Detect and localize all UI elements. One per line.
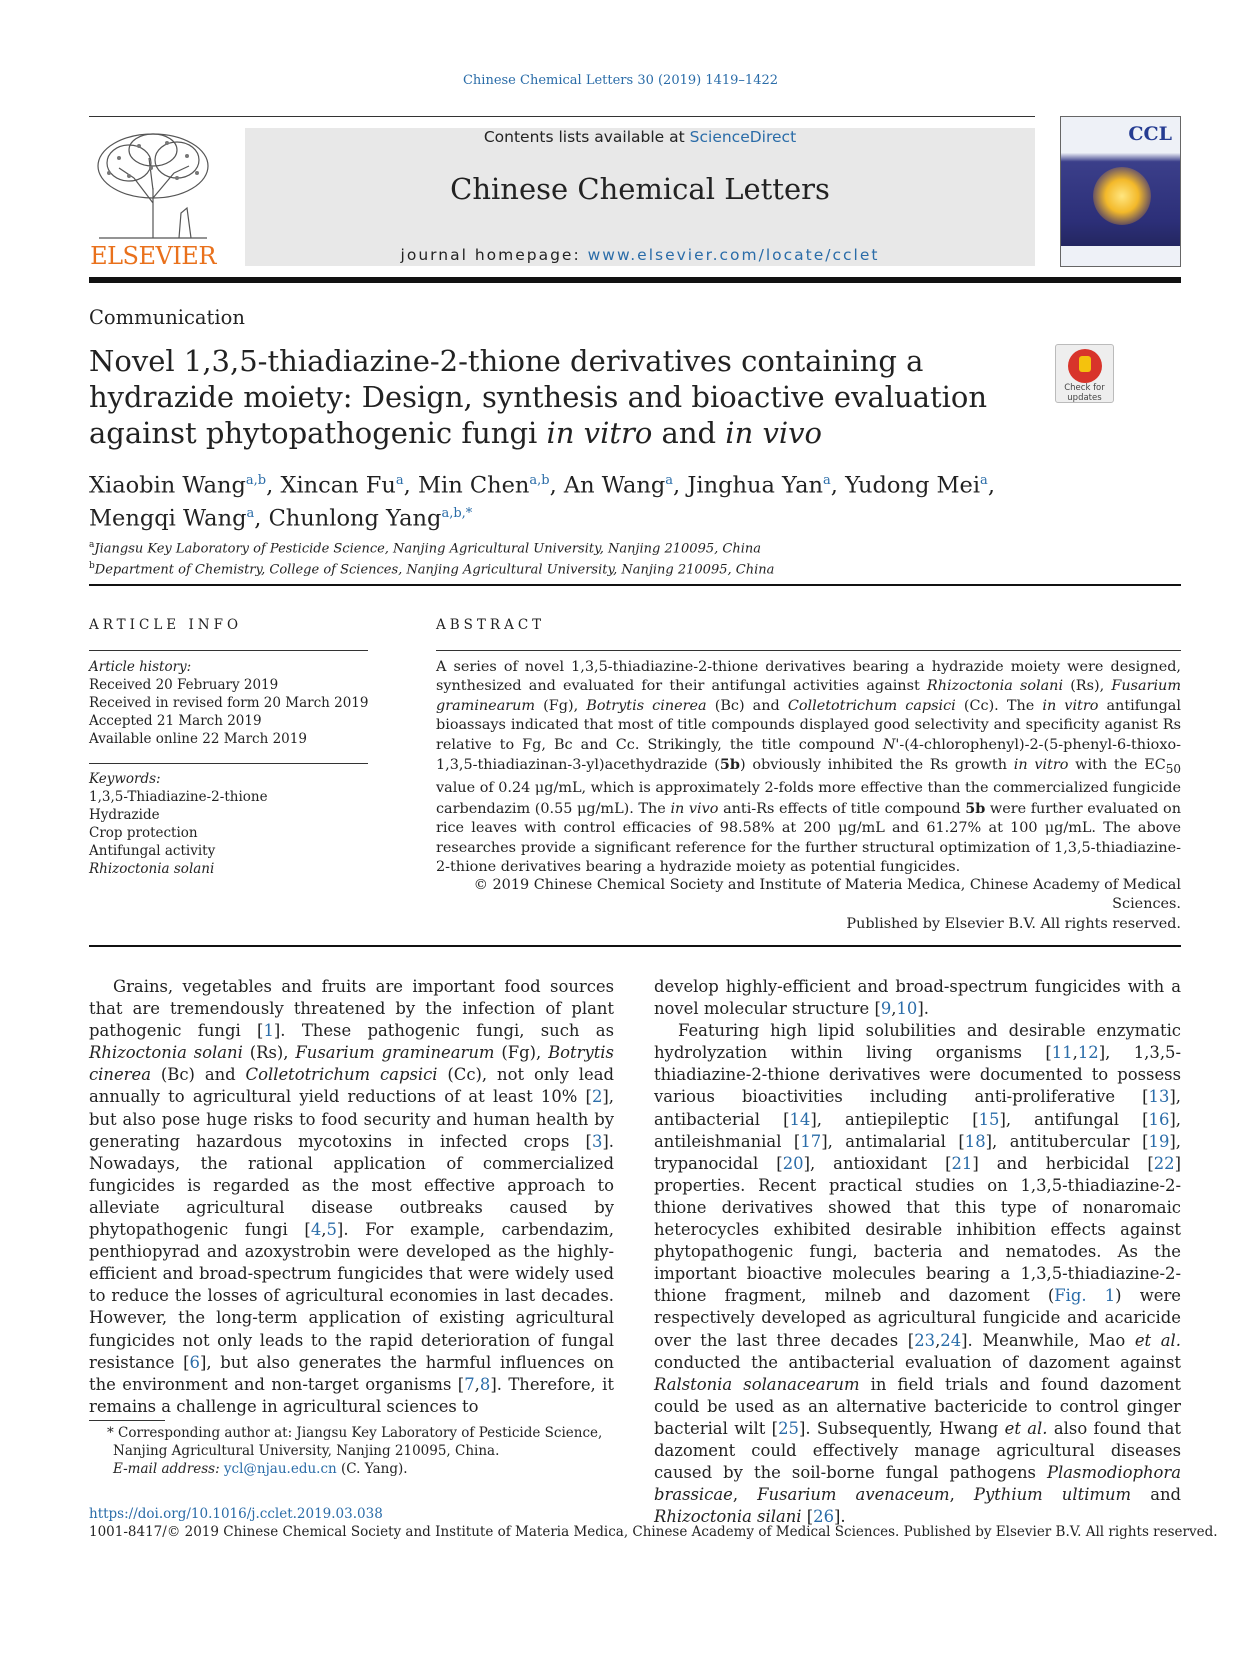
author-separator: , bbox=[549, 472, 564, 499]
title-italic-2: in vivo bbox=[725, 416, 822, 450]
copyright-line-2: Published by Elsevier B.V. All rights reserved. bbox=[846, 915, 1181, 932]
abstract-species: Fusarium graminearum bbox=[436, 678, 1181, 714]
history-item: Available online 22 March 2019 bbox=[89, 731, 307, 747]
check-updates-label: Check for updates bbox=[1064, 383, 1105, 403]
author-affiliation-mark[interactable]: a bbox=[246, 505, 255, 521]
homepage-line bbox=[245, 246, 1035, 264]
author-affiliation-mark[interactable]: a,b bbox=[245, 473, 267, 488]
title-italic-1: in vitro bbox=[546, 416, 653, 450]
abstract-species: Colletotrichum capsici bbox=[787, 697, 956, 714]
copyright-line-1: © 2019 Chinese Chemical Society and Institute of Materia Medica, Chinese Academy of Medical Sciences. bbox=[473, 877, 1181, 913]
abstract-span: antifungal bioassays indicated that most of title compounds displayed good selectivity and specificity aganist Rs relative to Fg, Bc and Cc. Strikingly, the title compound bbox=[436, 697, 1181, 753]
journal-reference[interactable]: Chinese Chemical Letters 30 (2019) 1419–1422 bbox=[462, 73, 779, 88]
cover-abbrev: CCL bbox=[1128, 123, 1172, 145]
author-name: Mengqi Wang bbox=[89, 505, 247, 531]
reference-link[interactable]: 6 bbox=[189, 1352, 200, 1372]
reference-link[interactable]: 16 bbox=[1148, 1109, 1170, 1129]
abstract-compound: 5b bbox=[719, 756, 740, 774]
reference-link[interactable]: 23 bbox=[914, 1330, 936, 1350]
check-for-updates-button[interactable] bbox=[1055, 344, 1114, 403]
bookmark-icon bbox=[1068, 349, 1102, 383]
author-name: Min Chen bbox=[417, 472, 530, 499]
author-separator: , bbox=[987, 472, 995, 499]
body-column-right bbox=[654, 976, 1181, 1528]
keywords bbox=[89, 770, 268, 878]
email-link[interactable]: ycl@njau.edu.cn bbox=[223, 1461, 337, 1477]
article-info-heading: ARTICLE INFO bbox=[89, 617, 243, 633]
tree-icon bbox=[89, 128, 217, 240]
issn-copyright: 1001-8417/© 2019 Chinese Chemical Society and Institute of Materia Medica, Chinese Academy of Medical Sciences. Published by Elsevier B.V. All rights reserved. bbox=[89, 1524, 1218, 1540]
affiliation-item bbox=[89, 537, 774, 558]
abstract-span: ) obviously inhibited the Rs growth bbox=[740, 757, 1014, 774]
abstract-span: (Rs), bbox=[1063, 678, 1112, 695]
reference-link[interactable]: 25 bbox=[778, 1418, 799, 1438]
reference-link[interactable]: 22 bbox=[1153, 1153, 1175, 1173]
figure-link[interactable]: Fig. 1 bbox=[1054, 1286, 1116, 1306]
author-name: Jinghua Yan bbox=[687, 472, 824, 499]
corresponding-author-footnote bbox=[89, 1424, 614, 1478]
reference-link[interactable]: 26 bbox=[813, 1507, 834, 1527]
abstract-subscript: 50 bbox=[1165, 761, 1181, 776]
affiliation-text: Jiangsu Key Laboratory of Pesticide Science, Nanjing Agricultural University, Nanjing 210095, China bbox=[94, 541, 761, 557]
sciencedirect-link[interactable]: ScienceDirect bbox=[689, 128, 797, 146]
email-label: E-mail address: bbox=[113, 1461, 224, 1477]
reference-link[interactable]: 13 bbox=[1148, 1087, 1170, 1107]
abstract-span: (Bc) and bbox=[706, 697, 788, 714]
author-affiliation-mark[interactable]: a bbox=[823, 473, 831, 488]
abstract-italic: in vitro bbox=[1013, 757, 1069, 774]
header-rule-thick bbox=[89, 277, 1181, 283]
affiliation-item bbox=[89, 558, 774, 579]
abstract-italic: in vivo bbox=[670, 800, 719, 817]
abstract-span: A series of novel 1,3,5-thiadiazine-2-thione derivatives bearing a hydrazide moiety were designed, synthesized and evaluated for their antifungal activities against bbox=[436, 659, 1181, 695]
homepage-link[interactable]: www.elsevier.com/locate/cclet bbox=[587, 246, 880, 264]
footnote-star: * bbox=[107, 1425, 114, 1441]
history-item: Received in revised form 20 March 2019 bbox=[89, 695, 369, 711]
footnote-text: Corresponding author at: Jiangsu Key Laboratory of Pesticide Science, Nanjing Agricultural University, Nanjing 210095, China. bbox=[113, 1425, 603, 1459]
abstract-heading: ABSTRACT bbox=[436, 617, 546, 633]
author-affiliation-mark[interactable]: a bbox=[980, 473, 988, 488]
history-label: Article history: bbox=[89, 659, 192, 675]
article-type: Communication bbox=[89, 306, 245, 329]
email-suffix: (C. Yang). bbox=[336, 1461, 408, 1477]
reference-link[interactable]: 3 bbox=[591, 1131, 603, 1151]
abstract-span: value of 0.24 μg/mL, which is approximately 2-folds more effective than the commercialized fungicide carbendazim (0.55 μg/mL). The bbox=[436, 780, 1181, 817]
author-name: Yudong Mei bbox=[845, 472, 981, 499]
reference-link[interactable]: 20 bbox=[782, 1153, 804, 1173]
author-name: An Wang bbox=[563, 472, 666, 499]
homepage-prefix: journal homepage: bbox=[400, 246, 588, 264]
reference-link[interactable]: 19 bbox=[1148, 1131, 1170, 1151]
contents-prefix: Contents lists available at bbox=[483, 128, 690, 146]
reference-link[interactable]: 10 bbox=[896, 999, 918, 1019]
affiliation-text: Department of Chemistry, College of Sciences, Nanjing Agricultural University, Nanjing 210095, China bbox=[94, 562, 775, 578]
affiliation-list bbox=[89, 537, 774, 579]
footnote-rule bbox=[89, 1420, 165, 1421]
reference-link[interactable]: 4 bbox=[310, 1220, 322, 1240]
abstract-span: anti-Rs effects of title compound bbox=[718, 800, 966, 817]
abstract-rule bbox=[436, 650, 1181, 651]
header-rule-top bbox=[89, 116, 1035, 117]
author-separator: , bbox=[266, 472, 281, 499]
body-paragraph: Featuring high lipid solubilities and desirable enzymatic hydrolyzation within living organisms [11,12], 1,3,5-thiadiazine-2-thione derivatives were documented to possess various bioactivities including anti-proliferative [13], antibacterial [14], antiepileptic [15], antifungal [16], antileishmanial [17], antimalarial [18], antitubercular [19], trypanocidal [20], antioxidant [21] and herbicidal [22] properties. Recent practical studies on 1,3,5-thiadiazine-2-thione derivatives showed that this type of nonaromaic heterocycles exhibited desirable inhibition effects against phytopathogenic fungi, bacteria and nematodes. As the important bioactive molecules bearing a 1,3,5-thiadiazine-2-thione fragment, milneb and dazoment (Fig. 1) were respectively developed as agricultural fungicide and acaricide over the last three decades [23,24]. Meanwhile, Mao et al. conducted the antibacterial evaluation of dazoment against Ralstonia solanacearum in field trials and found dazoment could be used as an alternative bactericide to control ginger bacterial wilt [25]. Subsequently, Hwang et al. also found that dazoment could effectively manage agricultural diseases caused by the soil-borne fungal pathogens Plasmodiophora brassicae, Fusarium avenaceum, Pythium ultimum and Rhizoctonia silani [26]. bbox=[654, 1021, 1182, 1527]
reference-link[interactable]: 9 bbox=[880, 999, 892, 1019]
journal-banner bbox=[245, 128, 1035, 266]
reference-link[interactable]: 11 bbox=[1051, 1043, 1073, 1063]
author-affiliation-mark[interactable]: a bbox=[665, 473, 674, 488]
author-name: Chunlong Yang bbox=[268, 505, 442, 531]
reference-link[interactable]: 24 bbox=[940, 1330, 962, 1350]
history-item: Received 20 February 2019 bbox=[89, 677, 279, 693]
abstract-span: (Fg), bbox=[535, 697, 587, 714]
reference-link[interactable]: 12 bbox=[1077, 1043, 1099, 1063]
keywords-label: Keywords: bbox=[89, 771, 161, 787]
reference-link[interactable]: 18 bbox=[964, 1131, 986, 1151]
reference-link[interactable]: 21 bbox=[951, 1153, 973, 1173]
doi-link[interactable]: https://doi.org/10.1016/j.cclet.2019.03.038 bbox=[89, 1506, 383, 1522]
abstract-span: (Cc). The bbox=[955, 697, 1043, 714]
body-paragraph: Grains, vegetables and fruits are important food sources that are tremendously threatened by the infection of plant pathogenic fungi [1]. These pathogenic fungi, such as Rhizoctonia solani (Rs), Fusarium graminearum (Fg), Botrytis cinerea (Bc) and Colletotrichum capsici (Cc), not only lead annually to agricultural yield reductions of at least 10% [2], but also pose huge risks to food security and human health by generating hazardous mycotoxins in infected crops [3]. Nowadays, the rational application of commercialized fungicides is regarded as the most effective approach to alleviate agricultural disease outbreaks caused by phytopathogenic fungi [4,5]. For example, carbendazim, penthiopyrad and azoxystrobin were developed as the highly-efficient and broad-spectrum fungicides that were widely used to reduce the losses of agricultural economies in last decades. However, the long-term application of existing agricultural fungicides not only leads to the rapid deterioration of fungal resistance [6], but also generates the harmful influences on the environment and non-target organisms [7,8]. Therefore, it remains a challenge in agricultural sciences to bbox=[89, 977, 614, 1416]
keyword-item: 1,3,5-Thiadiazine-2-thione bbox=[89, 789, 268, 805]
keyword-item: Antifungal activity bbox=[89, 843, 216, 859]
reference-link[interactable]: 14 bbox=[789, 1109, 811, 1129]
journal-cover-thumbnail[interactable] bbox=[1060, 116, 1181, 267]
author-separator: , bbox=[403, 472, 418, 499]
body-paragraph: develop highly-efficient and broad-spectrum fungicides with a novel molecular structure [9,10]. bbox=[654, 977, 1181, 1019]
info-rule bbox=[89, 763, 368, 764]
reference-link[interactable]: 17 bbox=[800, 1131, 822, 1151]
cover-footer-strip bbox=[1061, 246, 1181, 266]
author-affiliation-mark[interactable]: a,b,* bbox=[441, 505, 473, 521]
reference-link[interactable]: 2 bbox=[591, 1087, 603, 1107]
journal-name: Chinese Chemical Letters bbox=[450, 172, 830, 206]
abstract-span: with the EC bbox=[1068, 757, 1166, 774]
reference-link[interactable]: 1 bbox=[263, 1021, 274, 1041]
reference-link[interactable]: 7 bbox=[464, 1374, 475, 1394]
body-column-left bbox=[89, 976, 614, 1418]
reference-link[interactable]: 8 bbox=[479, 1374, 491, 1394]
contents-line bbox=[245, 128, 1035, 146]
abstract-species: Botrytis cinerea bbox=[586, 697, 707, 714]
cover-art bbox=[1093, 167, 1151, 225]
title-text: Novel 1,3,5-thiadiazine-2-thione derivatives containing a hydrazide moiety: Design, synthesis and bioactive evaluation against phytopathogenic fungi bbox=[89, 344, 988, 450]
article-title bbox=[89, 343, 1049, 451]
author-affiliation-mark[interactable]: a,b bbox=[529, 473, 550, 488]
publisher-wordmark: ELSEVIER bbox=[90, 242, 216, 270]
keyword-item: Rhizoctonia solani bbox=[89, 861, 215, 877]
section-rule bbox=[89, 584, 1181, 586]
abstract-species: Rhizoctonia solani bbox=[926, 678, 1064, 695]
abstract-span: were further evaluated on rice leaves with control efficacies of 98.58% at 200 μg/mL and 61.27% at 100 μg/mL. The above researches provide a significant reference for the further structural optimization of 1,3,5-thiadiazine-2-thione derivatives bearing a hydrazide moiety as potential fungicides. bbox=[436, 800, 1181, 875]
abstract-italic: in vitro bbox=[1042, 697, 1099, 714]
article-history bbox=[89, 658, 368, 748]
reference-link[interactable]: 5 bbox=[326, 1220, 337, 1240]
body-rule bbox=[89, 945, 1181, 947]
abstract-compound: 5b bbox=[965, 799, 986, 817]
abstract-copyright bbox=[436, 876, 1181, 934]
author-affiliation-mark[interactable]: a bbox=[395, 473, 404, 488]
abstract-text bbox=[436, 658, 1181, 877]
author-separator: , bbox=[830, 472, 846, 499]
author-separator: , bbox=[254, 505, 269, 531]
affiliation-mark: b bbox=[89, 560, 95, 571]
author-separator: , bbox=[673, 472, 688, 499]
author-list bbox=[89, 467, 1089, 532]
author-name: Xincan Fu bbox=[280, 472, 396, 499]
keyword-item: Crop protection bbox=[89, 825, 198, 841]
abstract-span: -(4-chlorophenyl)-2-(5-phenyl-6-thioxo-1,3,5-thiadiazinan-3-yl)acethydrazide ( bbox=[436, 736, 1181, 774]
info-rule bbox=[89, 650, 368, 651]
reference-link[interactable]: 15 bbox=[978, 1109, 1000, 1129]
abstract-italic: N' bbox=[882, 736, 900, 753]
history-item: Accepted 21 March 2019 bbox=[89, 713, 262, 729]
title-and: and bbox=[652, 416, 726, 450]
keyword-item: Hydrazide bbox=[89, 807, 160, 823]
author-name: Xiaobin Wang bbox=[89, 472, 246, 499]
elsevier-logo[interactable] bbox=[89, 128, 217, 270]
affiliation-mark: a bbox=[89, 540, 95, 550]
